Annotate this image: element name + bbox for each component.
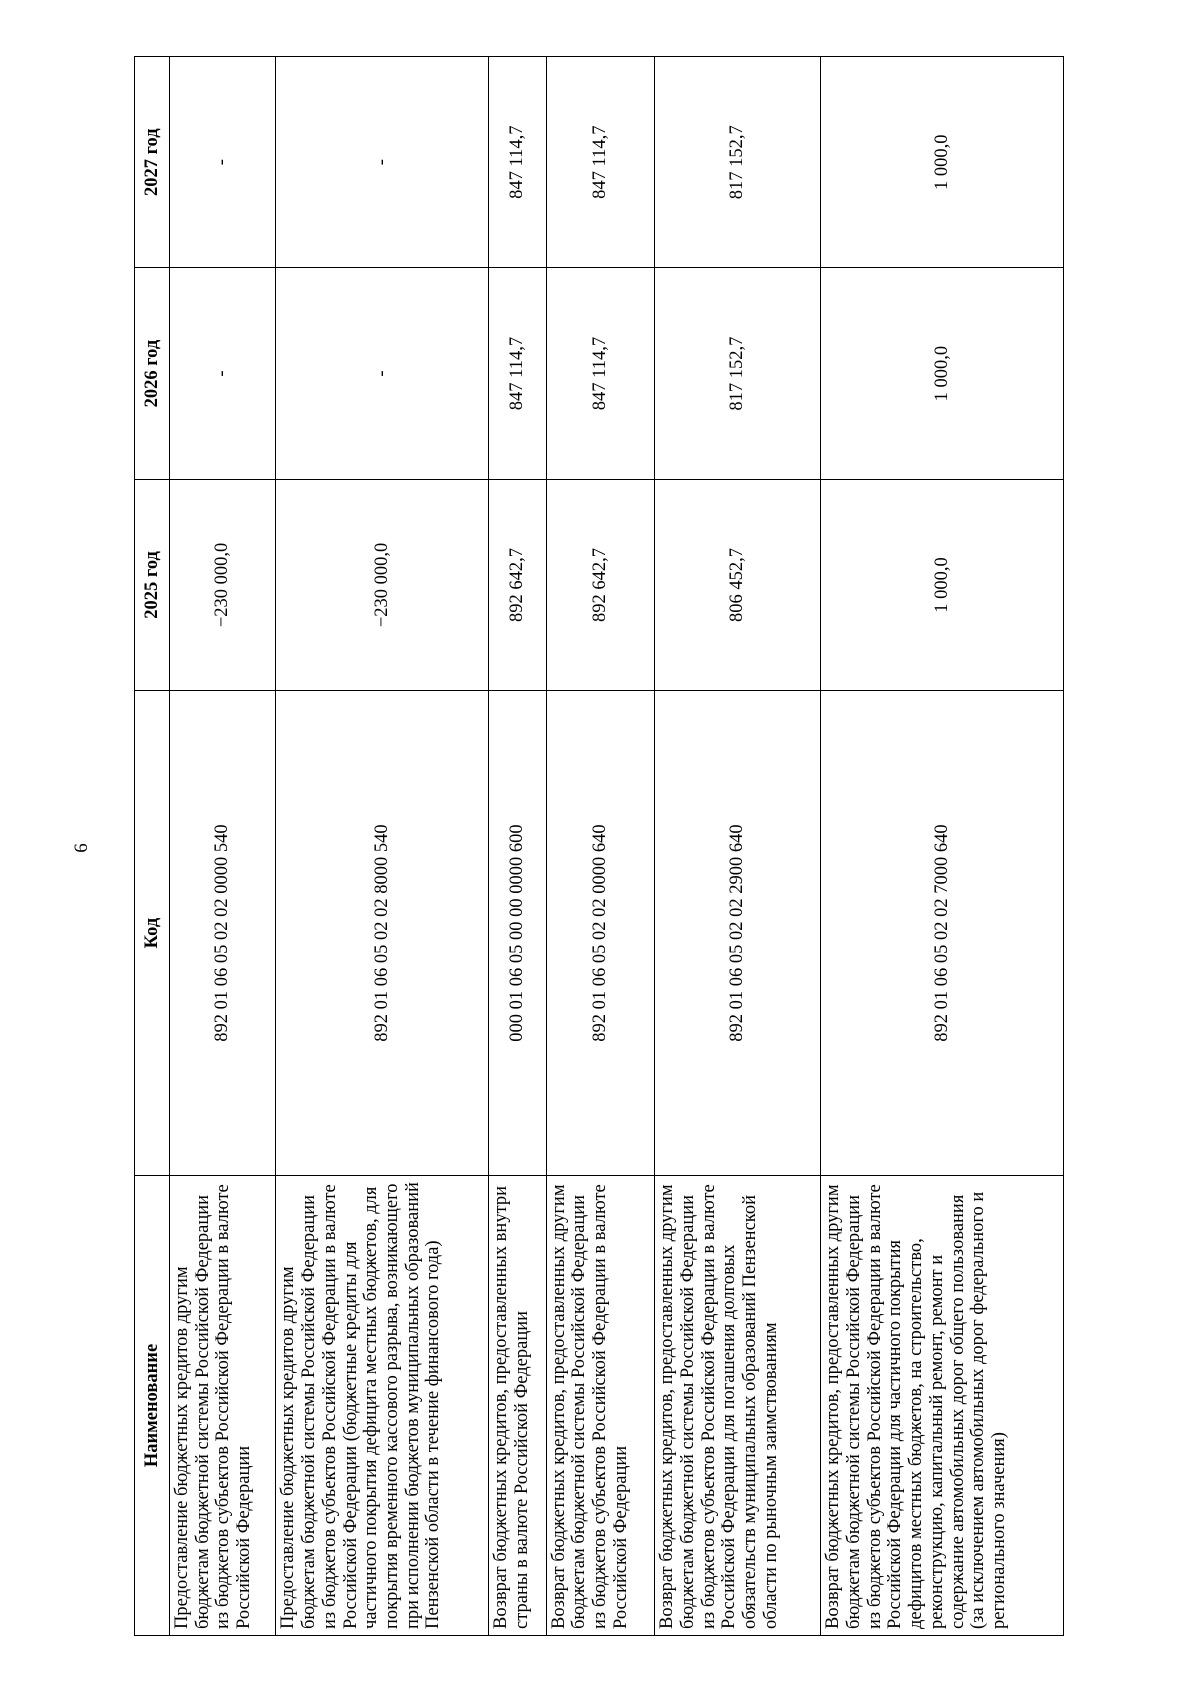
row-name: Предоставление бюджетных кредитов другим бюджетам бюджетной системы Российской Федерации из бюджетов субъектов Российской Федерации в валюте Российской Федерации xyxy=(170,1175,276,1635)
row-value-2026: 817 152,7 xyxy=(655,268,821,479)
row-value-2027: 847 114,7 xyxy=(489,57,546,268)
row-code: 892 01 06 05 02 02 7000 640 xyxy=(821,691,1064,1176)
row-value-2026: - xyxy=(170,268,276,479)
row-value-2027: 847 114,7 xyxy=(546,57,655,268)
row-code: 892 01 06 05 02 02 2900 640 xyxy=(655,691,821,1176)
table-row xyxy=(655,57,821,1636)
row-code: 892 01 06 05 02 02 0000 540 xyxy=(170,691,276,1176)
row-code: 000 01 06 05 00 00 0000 600 xyxy=(489,691,546,1176)
row-value-2025: −230 000,0 xyxy=(276,479,489,690)
row-value-2027: - xyxy=(170,57,276,268)
row-value-2026: 847 114,7 xyxy=(489,268,546,479)
page-number: 6 xyxy=(71,843,92,853)
row-value-2027: 817 152,7 xyxy=(655,57,821,268)
row-value-2025: 892 642,7 xyxy=(489,479,546,690)
header-code: Код xyxy=(135,691,170,1176)
table-row xyxy=(276,57,489,1636)
row-name: Возврат бюджетных кредитов, предоставленных другим бюджетам бюджетной системы Российской Федерации из бюджетов субъектов Российской Федерации в валюте Российской Федерации xyxy=(546,1175,655,1635)
rotated-table-container xyxy=(134,56,1064,1636)
row-value-2027: 1 000,0 xyxy=(821,57,1064,268)
table-row xyxy=(489,57,546,1636)
header-2027: 2027 год xyxy=(135,57,170,268)
row-value-2025: 1 000,0 xyxy=(821,479,1064,690)
row-value-2026: 1 000,0 xyxy=(821,268,1064,479)
row-value-2027: - xyxy=(276,57,489,268)
table-row xyxy=(170,57,276,1636)
header-2025: 2025 год xyxy=(135,479,170,690)
budget-table xyxy=(134,56,1064,1636)
row-value-2025: −230 000,0 xyxy=(170,479,276,690)
row-value-2026: 847 114,7 xyxy=(546,268,655,479)
table-row xyxy=(821,57,1064,1636)
row-code: 892 01 06 05 02 02 0000 640 xyxy=(546,691,655,1176)
row-value-2026: - xyxy=(276,268,489,479)
header-name: Наименование xyxy=(135,1175,170,1635)
header-2026: 2026 год xyxy=(135,268,170,479)
row-name: Возврат бюджетных кредитов, предоставленных внутри страны в валюте Российской Федерации xyxy=(489,1175,546,1635)
row-code: 892 01 06 05 02 02 8000 540 xyxy=(276,691,489,1176)
row-name: Возврат бюджетных кредитов, предоставленных другим бюджетам бюджетной системы Российской Федерации из бюджетов субъектов Российской Федерации в валюте Российской Федерации для погашения долговых обязательств муниципальных образований Пензенской области по рыночным заимствованиям xyxy=(655,1175,821,1635)
table-header-row xyxy=(135,57,170,1636)
row-value-2025: 892 642,7 xyxy=(546,479,655,690)
row-name: Предоставление бюджетных кредитов другим бюджетам бюджетной системы Российской Федерации из бюджетов субъектов Российской Федерации в валюте Российской Федерации (бюджетные кредиты для частичного покрытия дефицита местных бюджетов, для покрытия временного кассового разрыва, возникающего при исполнении бюджетов муниципальных образований Пензенской области в течение финансового года) xyxy=(276,1175,489,1635)
table-row xyxy=(546,57,655,1636)
row-value-2025: 806 452,7 xyxy=(655,479,821,690)
row-name: Возврат бюджетных кредитов, предоставленных другим бюджетам бюджетной системы Российской Федерации из бюджетов субъектов Российской Федерации в валюте Российской Федерации для частичного покрытия дефицитов местных бюджетов, на строительство, реконструкцию, капитальный ремонт, ремонт и содержание автомобильных дорог общего пользования (за исключением автомобильных дорог федерального и регионального значения) xyxy=(821,1175,1064,1635)
